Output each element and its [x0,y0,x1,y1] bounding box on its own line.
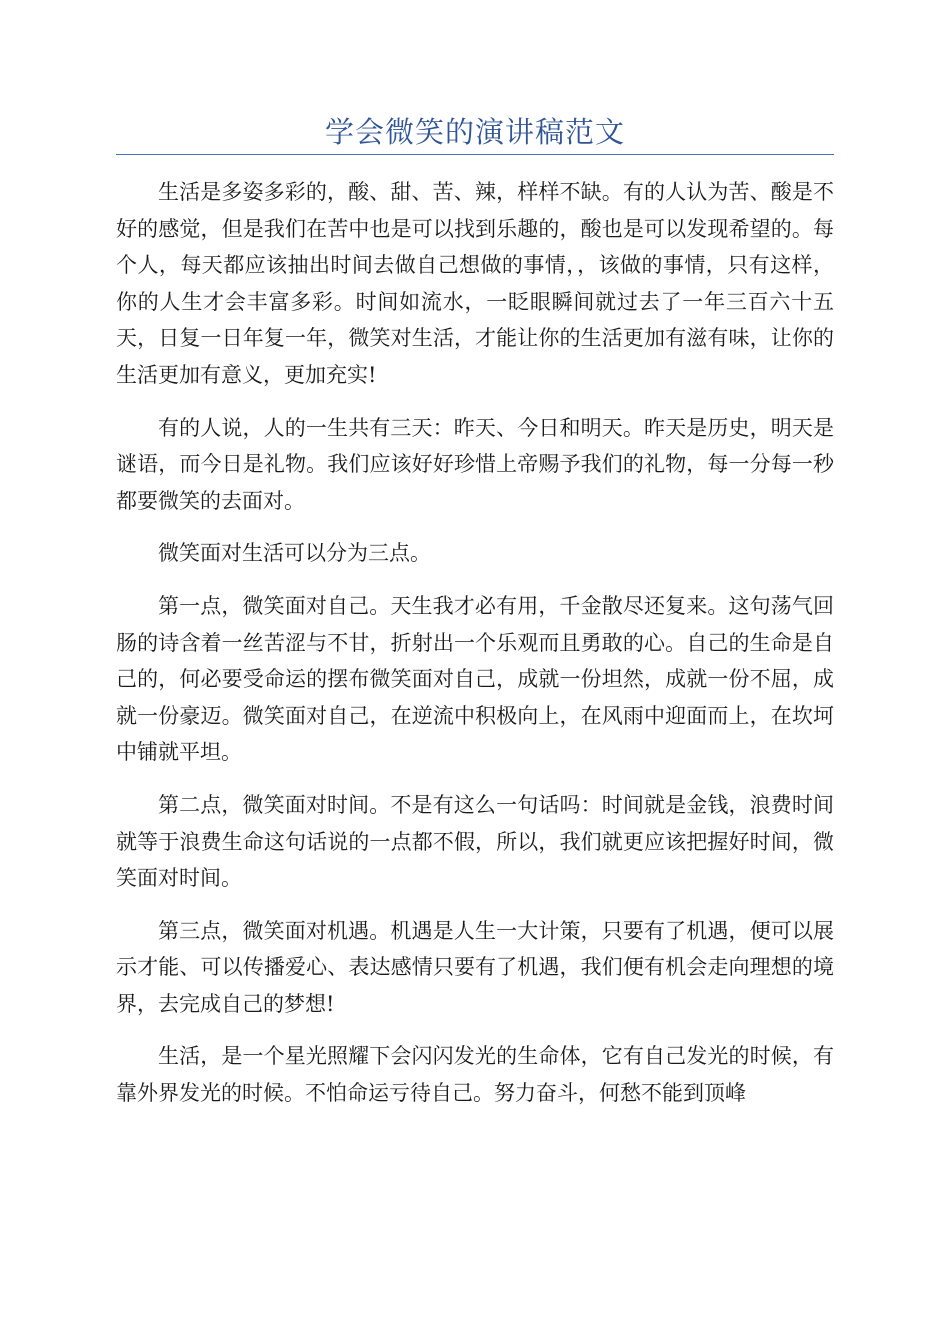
paragraph: 生活，是一个星光照耀下会闪闪发光的生命体，它有自己发光的时候，有靠外界发光的时候。不怕命运亏待自己。努力奋斗，何愁不能到顶峰 [116,1044,834,1106]
paragraph: 第一点，微笑面对自己。天生我才必有用，千金散尽还复来。这句荡气回肠的诗含着一丝苦涩与不甘，折射出一个乐观而且勇敢的心。自己的生命是自己的，何必要受命运的摆布微笑面对自己，成就一份坦然，成就一份不屈，成就一份豪迈。微笑面对自己，在逆流中积极向上，在风雨中迎面而上，在坎坷中铺就平坦。 [116,593,834,765]
document-title: 学会微笑的演讲稿范文 [324,115,625,149]
paragraph: 生活是多姿多彩的，酸、甜、苦、辣，样样不缺。有的人认为苦、酸是不好的感觉，但是我们在苦中也是可以找到乐趣的，酸也是可以发现希望的。每个人，每天都应该抽出时间去做自己想做的事情，，该做的事情，只有这样，你的人生才会丰富多彩。时间如流水，一眨眼瞬间就过去了一年三百六十五天，日复一日年复一年，微笑对生活，才能让你的生活更加有滋有味，让你的生活更加有意义，更加充实! [116,180,834,387]
paragraph: 第二点，微笑面对时间。不是有这么一句话吗：时间就是金钱，浪费时间就等于浪费生命这句话说的一点都不假，所以，我们就更应该把握好时间，微笑面对时间。 [116,792,834,891]
paragraph: 第三点，微笑面对机遇。机遇是人生一大计策，只要有了机遇，便可以展示才能、可以传播爱心、表达感情只要有了机遇，我们便有机会走向理想的境界，去完成自己的梦想! [116,918,834,1016]
title-block [116,112,834,152]
paragraph: 有的人说，人的一生共有三天：昨天、今日和明天。昨天是历史，明天是谜语，而今日是礼物。我们应该好好珍惜上帝赐予我们的礼物，每一分每一秒都要微笑的去面对。 [116,415,834,513]
paragraph: 微笑面对生活可以分为三点。 [158,541,431,566]
document-body [116,174,834,1128]
title-underline [116,154,834,155]
